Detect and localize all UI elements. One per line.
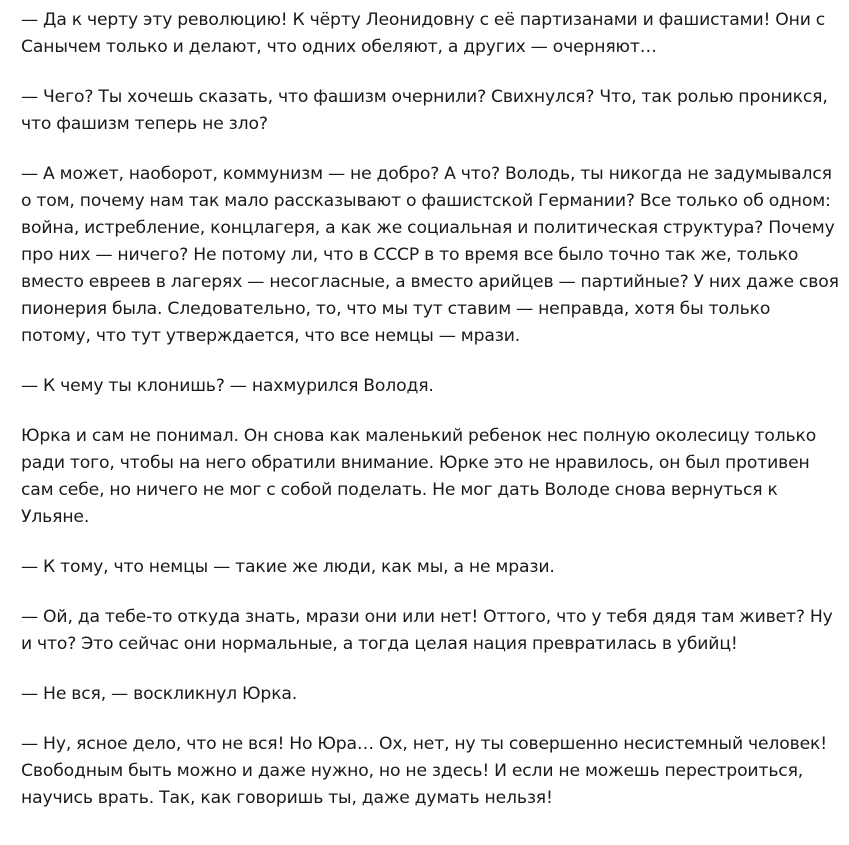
paragraph-9: — Ну, ясное дело, что не вся! Но Юра… Ох, нет, ну ты совершенно несистемный человек! Свободным быть можно и даже нужно, но не здесь! И если не можешь перестроиться, научись врать. Так, как говоришь ты, даже думать нельзя! — [21, 734, 827, 808]
paragraph-1: — Да к черту эту революцию! К чёрту Леонидовну с её партизанами и фашистами! Они с Санычем только и делают, что одних обеляют, а других — очерняют… — [21, 10, 826, 57]
paragraph-7: — Ой, да тебе-то откуда знать, мрази они или нет! Оттого, что у тебя дядя там живет? Ну и что? Это сейчас они нормальные, а тогда целая нация превратилась в убийц! — [21, 607, 833, 654]
paragraph-2: — Чего? Ты хочешь сказать, что фашизм очернили? Свихнулся? Что, так ролью проникся, что фашизм теперь не зло? — [21, 87, 828, 134]
paragraph-6: — К тому, что немцы — такие же люди, как мы, а не мрази. — [21, 557, 555, 577]
paragraph-5: Юрка и сам не понимал. Он снова как маленький ребенок нес полную околесицу только ради того, чтобы на него обратили внимание. Юрке это не нравилось, он был противен сам себе, но ничего не мог с собой поделать. Не мог дать Володе снова вернуться к Ульяне. — [21, 426, 817, 527]
paragraph-3: — А может, наоборот, коммунизм — не добро? А что? Володь, ты никогда не задумывался о том, почему нам так мало рассказывают о фашистской Германии? Все только об одном: война, истребление, концлагеря, а как же социальная и политическая структура? Почему про них — ничего? Не потому ли, что в СССР в то время все было точно так же, только вместо евреев в лагерях — несогласные, а вместо арийцев — партийные? У них даже своя пионерия была. Следовательно, то, что мы тут ставим — неправда, хотя бы только потому, что тут утверждается, что все немцы — мрази. — [21, 164, 839, 346]
paragraph-8: — Не вся, — воскликнул Юрка. — [21, 684, 298, 704]
paragraph-4: — К чему ты клонишь? — нахмурился Володя. — [21, 376, 434, 396]
text-column — [21, 7, 841, 835]
